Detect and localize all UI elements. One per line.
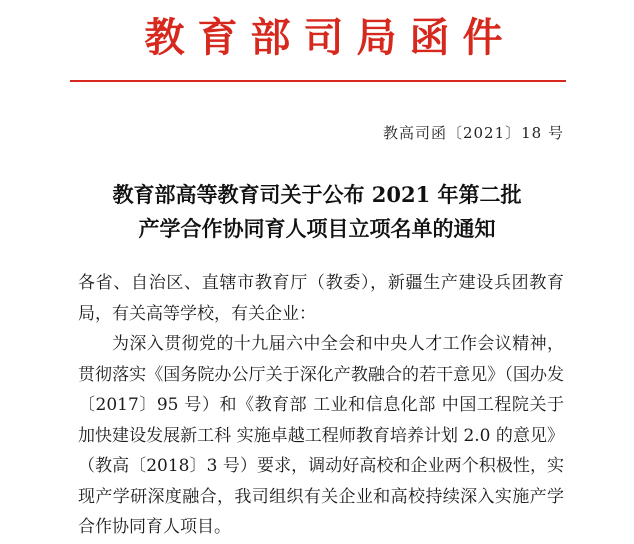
document-number: 教高司函〔2021〕18 号 <box>382 124 564 142</box>
letterhead-title: 教育部司局函件 <box>144 14 516 61</box>
letterhead-divider <box>70 80 566 82</box>
document-title <box>0 178 634 246</box>
document-title-line-2: 产学合作协同育人项目立项名单的通知 <box>138 216 496 241</box>
document-body <box>78 268 564 543</box>
salutation: 各省、自治区、直辖市教育厅（教委），新疆生产建设兵团教育局，有关高等学校，有关企业： <box>78 273 564 324</box>
document-title-line-1: 教育部高等教育司关于公布 2021 年第二批 <box>112 182 522 207</box>
body-paragraph-1: 为深入贯彻党的十九届六中全会和中央人才工作会议精神，贯彻落实《国务院办公厅关于深化产教融合的若干意见》（国办发〔2017〕95 号）和《教育部 工业和信息化部 中国工程院关于加快建设发展新工科 实施卓越工程师教育培养计划 2.0 的意见》（教高〔2018〕3 号）要求，调动好高校和企业两个积极性，实现产学研深度融合，我司组织有关企业和高校持续深入实施产学合作协同育人项目。 <box>78 334 564 537</box>
